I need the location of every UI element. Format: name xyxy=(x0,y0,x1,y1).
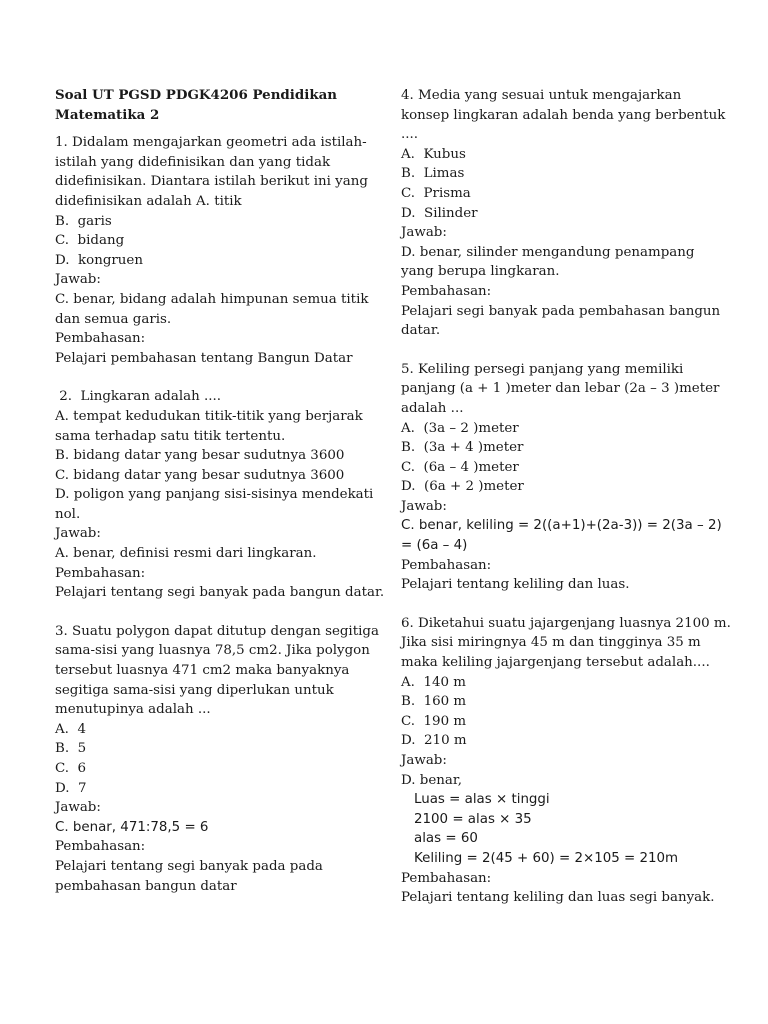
option: A. (3a – 2 )meter xyxy=(401,420,519,436)
discussion-label: Pembahasan: xyxy=(401,283,492,299)
answer-text: C. benar, keliling = 2((a+1)+(2a-3)) = 2(3a – 2) = (6a – 4) xyxy=(401,518,722,554)
answer-label: Jawab: xyxy=(55,800,101,816)
left-column xyxy=(55,86,391,915)
option: C. (6a – 4 )meter xyxy=(401,459,519,475)
discussion-label: Pembahasan: xyxy=(55,839,146,855)
question-6 xyxy=(401,614,731,908)
question-text: 6. Diketahui suatu jajargenjang luasnya 2100 m. Jika sisi miringnya 45 m dan tingginya 35 m maka keliling jajargenjang tersebut adalah.... xyxy=(401,615,731,671)
answer-label: Jawab: xyxy=(55,272,101,288)
discussion-label: Pembahasan: xyxy=(55,565,146,581)
option: D. 210 m xyxy=(401,733,467,749)
answer-text: C. benar, 471:78,5 = 6 xyxy=(55,819,209,835)
discussion-text: Pelajari tentang keliling dan luas. xyxy=(401,577,630,593)
work-line: 2100 = alas × 35 xyxy=(414,811,532,827)
question-2 xyxy=(55,387,391,603)
answer-text: A. benar, definisi resmi dari lingkaran. xyxy=(55,546,317,562)
question-text: 1. Didalam mengajarkan geometri ada istilah-istilah yang didefinisikan dan yang tidak didefinisikan. Diantara istilah berikut ini yang didefinisikan adalah A. titik xyxy=(55,135,368,209)
option: D. 7 xyxy=(55,780,87,796)
option: D. Silinder xyxy=(401,205,478,221)
option: A. 140 m xyxy=(401,674,466,690)
option: D. kongruen xyxy=(55,252,143,268)
option: B. 160 m xyxy=(401,694,467,710)
option: B. garis xyxy=(55,213,112,229)
discussion-text: Pelajari tentang segi banyak pada bangun datar. xyxy=(55,585,385,601)
question-text: 4. Media yang sesuai untuk mengajarkan konsep lingkaran adalah benda yang berbentuk .... xyxy=(401,88,726,143)
discussion-text: Pelajari tentang keliling dan luas segi banyak. xyxy=(401,890,715,906)
question-4 xyxy=(401,86,731,341)
answer-label: Jawab: xyxy=(401,498,447,514)
work-line: Luas = alas × tinggi xyxy=(414,792,550,808)
option: B. bidang datar yang besar sudutnya 3600 xyxy=(55,448,345,464)
question-text: 5. Keliling persegi panjang yang memiliki panjang (a + 1 )meter dan lebar (2a – 3 )meter adalah ... xyxy=(401,361,720,416)
work-line: Keliling = 2(45 + 60) = 2×105 = 210m xyxy=(414,850,679,866)
question-3 xyxy=(55,622,391,896)
work-line: alas = 60 xyxy=(414,831,478,847)
discussion-label: Pembahasan: xyxy=(401,870,492,886)
question-5 xyxy=(401,360,731,595)
option: D. (6a + 2 )meter xyxy=(401,479,524,495)
answer-label: Jawab: xyxy=(401,753,447,768)
question-1 xyxy=(55,133,391,368)
question-text: 3. Suatu polygon dapat ditutup dengan segitiga sama-sisi yang luasnya 78,5 cm2. Jika polygon tersebut luasnya 471 cm2 maka banyaknya segitiga sama-sisi yang diperlukan untuk menutupinya adalah ... xyxy=(55,623,379,718)
right-column xyxy=(401,86,731,927)
option: B. Limas xyxy=(401,166,465,182)
option: C. 6 xyxy=(55,761,87,776)
option: C. bidang xyxy=(55,233,125,249)
document-title: Soal UT PGSD PDGK4206 Pendidikan Matematika 2 xyxy=(55,87,338,123)
answer-text: C. benar, bidang adalah himpunan semua titik dan semua garis. xyxy=(55,291,369,327)
option: D. poligon yang panjang sisi-sisinya mendekati nol. xyxy=(55,487,374,522)
discussion-text: Pelajari segi banyak pada pembahasan bangun datar. xyxy=(401,303,721,339)
answer-label: Jawab: xyxy=(55,526,101,542)
option: B. (3a + 4 )meter xyxy=(401,440,524,456)
question-text: 2. Lingkaran adalah .... xyxy=(55,389,221,405)
option: A. tempat kedudukan titik-titik yang berjarak sama terhadap satu titik tertentu. xyxy=(55,408,363,444)
option: C. Prisma xyxy=(401,185,471,201)
answer-text: D. benar, silinder mengandung penampang yang berupa lingkaran. xyxy=(401,244,695,280)
discussion-label: Pembahasan: xyxy=(55,331,146,347)
option: A. 4 xyxy=(55,721,86,737)
option: B. 5 xyxy=(55,741,87,757)
answer-text: D. benar, xyxy=(401,772,463,788)
discussion-label: Pembahasan: xyxy=(401,557,492,573)
option: C. 190 m xyxy=(401,713,467,729)
option: C. bidang datar yang besar sudutnya 3600 xyxy=(55,467,345,483)
discussion-text: Pelajari tentang segi banyak pada pada pembahasan bangun datar xyxy=(55,858,323,894)
option: A. Kubus xyxy=(401,146,466,162)
discussion-text: Pelajari pembahasan tentang Bangun Datar xyxy=(55,350,353,366)
answer-label: Jawab: xyxy=(401,225,447,241)
